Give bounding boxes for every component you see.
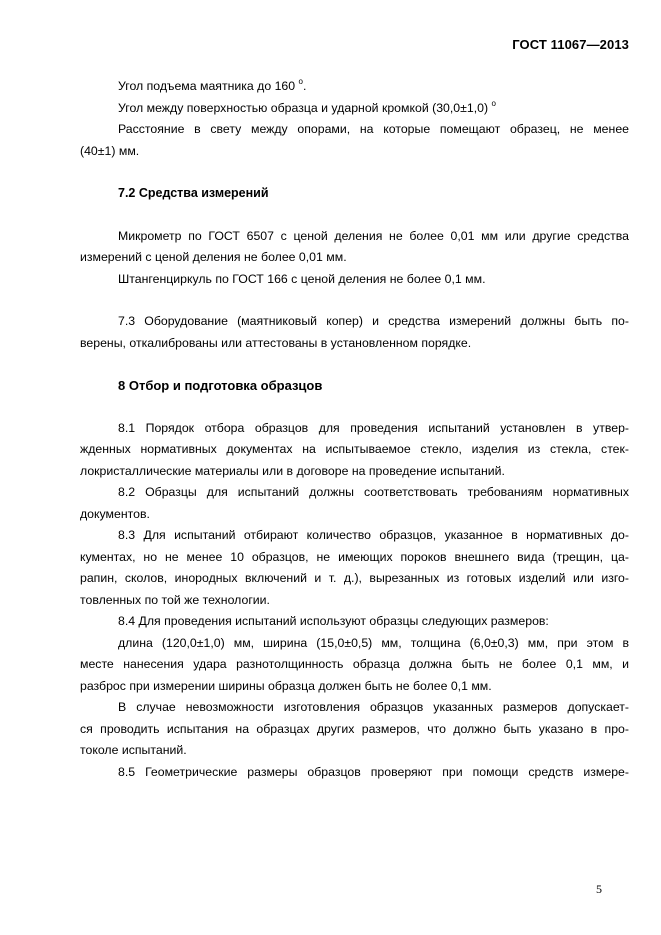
page-number: 5 (596, 882, 602, 896)
clause-8-5: 8.5 Геометрические размеры образцов проверяют при помощи средств измере- (118, 764, 629, 779)
alternate-size-line-cont: ся проводить испытания на образцах других размеров, что должно быть указано в про- (80, 721, 629, 736)
support-distance-line-cont: (40±1) мм. (80, 143, 140, 158)
dimensions-line: длина (120,0±1,0) мм, ширина (15,0±0,5) мм, толщина (6,0±0,3) мм, при этом в (118, 635, 629, 650)
micrometer-line: Микрометр по ГОСТ 6507 с ценой деления не более 0,01 мм или другие средства (118, 228, 629, 243)
document-header: ГОСТ 11067—2013 (512, 37, 629, 52)
clause-8-3: 8.3 Для испытаний отбирают количество образцов, указанное в нормативных до- (118, 528, 629, 542)
clause-8-4: 8.4 Для проведения испытаний используют образцы следующих размеров: (118, 614, 549, 628)
page-body (80, 76, 629, 783)
caliper-line: Штангенциркуль по ГОСТ 166 с ценой деления не более 0,1 мм. (118, 271, 486, 286)
section-heading-7-2: 7.2 Средства измерений (118, 186, 269, 200)
support-distance-line: Расстояние в свету между опорами, на которые помещают образец, не менее (118, 122, 629, 136)
section-heading-8: 8 Отбор и подготовка образцов (118, 378, 323, 393)
dimensions-line-cont: месте нанесения удара разнотолщинность образца должна быть не более 0,1 мм, и (80, 657, 629, 671)
pendulum-angle-line: Угол подъема маятника до 160 $^о$. (118, 77, 307, 93)
micrometer-line-cont: измерений с ценой деления не более 0,01 мм. (80, 250, 347, 264)
clause-8-1-end: локристаллические материалы или в договоре на проведение испытаний. (80, 463, 505, 478)
clause-8-2-end: документов. (80, 506, 150, 521)
clause-8-1: 8.1 Порядок отбора образцов для проведения испытаний установлен в утвер- (118, 420, 629, 435)
clause-8-3-cont2: рапин, сколов, инородных включений и т. д.), вырезанных из готовых изделий или изго- (80, 571, 629, 585)
alternate-size-line: В случае невозможности изготовления образцов указанных размеров допускает- (118, 700, 629, 714)
clause-8-2: 8.2 Образцы для испытаний должны соответствовать требованиям нормативных (118, 485, 629, 499)
alternate-size-line-end: токоле испытаний. (80, 743, 187, 757)
clause-7-3: 7.3 Оборудование (маятниковый копер) и средства измерений должны быть по- (118, 314, 629, 328)
dimensions-line-end: разброс при измерении ширины образца должен быть не более 0,1 мм. (80, 678, 492, 693)
striking-edge-angle-line: Угол между поверхностью образца и ударной кромкой (30,0±1,0) $^о$ (118, 98, 496, 115)
clause-8-3-cont: кументах, но не менее 10 образцов, не имеющих пороков внешнего вида (трещин, ца- (80, 549, 629, 564)
clause-7-3-cont: верены, откалиброваны или аттестованы в установленном порядке. (80, 335, 472, 350)
clause-8-1-cont: жденных нормативных документах на испытываемое стекло, изделия из стекла, стек- (80, 442, 629, 456)
clause-8-3-end: товленных по той же технологии. (80, 592, 270, 607)
